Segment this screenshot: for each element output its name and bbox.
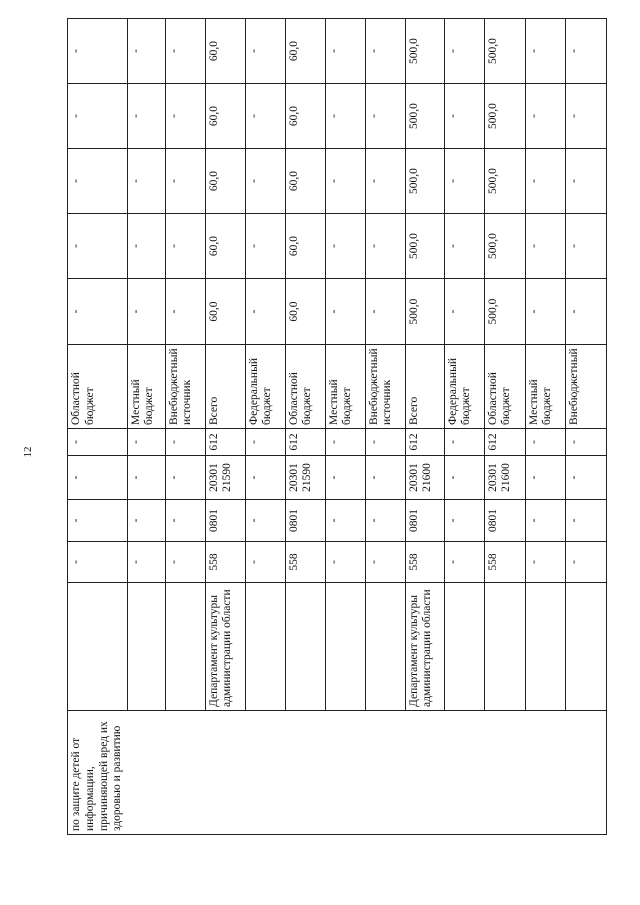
grbs-code-cell: 558 [484, 542, 525, 583]
executor-cell [165, 583, 205, 711]
expense-type-cell: - [68, 429, 128, 456]
year-value-cell: - [565, 19, 606, 84]
target-code-cell: - [165, 456, 205, 500]
year-value-cell: - [245, 19, 285, 84]
year-value-cell: 60,0 [205, 84, 245, 149]
table-row [325, 19, 365, 835]
year-value-cell: - [444, 19, 484, 84]
table-row [205, 19, 245, 835]
executor-cell [365, 583, 405, 711]
grbs-code-cell: - [525, 542, 565, 583]
funding-source-cell: Всего [405, 345, 444, 429]
target-code-cell: - [444, 456, 484, 500]
table-row [245, 19, 285, 835]
expense-type-cell: 612 [205, 429, 245, 456]
funding-source-cell: Внебюджетный источник [365, 345, 405, 429]
year-value-cell: - [165, 19, 205, 84]
expense-type-cell: - [444, 429, 484, 456]
year-value-cell: - [365, 84, 405, 149]
year-value-cell: - [325, 279, 365, 345]
year-value-cell: 60,0 [205, 149, 245, 214]
description-cell [285, 711, 325, 835]
section-code-cell: 0801 [484, 500, 525, 542]
grbs-code-cell: - [68, 542, 128, 583]
table-row [444, 19, 484, 835]
expense-type-cell: 612 [285, 429, 325, 456]
year-value-cell: - [444, 279, 484, 345]
table-row [68, 19, 128, 835]
year-value-cell: - [444, 84, 484, 149]
section-code-cell: - [525, 500, 565, 542]
description-cell [444, 711, 484, 835]
year-value-cell: - [325, 214, 365, 279]
description-cell: по защите детей от информации, причиняющей вред их здоровью и развитию [68, 711, 128, 835]
grbs-code-cell: 558 [285, 542, 325, 583]
section-code-cell: - [365, 500, 405, 542]
description-cell [165, 711, 205, 835]
year-value-cell: - [325, 84, 365, 149]
executor-cell [565, 583, 606, 711]
grbs-code-cell: 558 [205, 542, 245, 583]
description-cell [565, 711, 606, 835]
year-value-cell: - [127, 84, 165, 149]
funding-source-cell: Областной бюджет [285, 345, 325, 429]
year-value-cell: 60,0 [205, 19, 245, 84]
year-value-cell: 500,0 [484, 214, 525, 279]
year-value-cell: - [127, 19, 165, 84]
target-code-cell: - [245, 456, 285, 500]
grbs-code-cell: - [127, 542, 165, 583]
year-value-cell: - [525, 279, 565, 345]
section-code-cell: - [68, 500, 128, 542]
year-value-cell: 500,0 [405, 19, 444, 84]
year-value-cell: - [127, 214, 165, 279]
year-value-cell: - [165, 214, 205, 279]
funding-source-cell: Областной бюджет [484, 345, 525, 429]
year-value-cell: - [365, 214, 405, 279]
description-cell [245, 711, 285, 835]
executor-cell [285, 583, 325, 711]
budget-table-rotated [67, 19, 584, 835]
year-value-cell: - [325, 19, 365, 84]
description-cell [365, 711, 405, 835]
table-row [365, 19, 405, 835]
executor-cell [325, 583, 365, 711]
year-value-cell: 60,0 [285, 84, 325, 149]
year-value-cell: 500,0 [484, 149, 525, 214]
target-code-cell: - [325, 456, 365, 500]
grbs-code-cell: - [325, 542, 365, 583]
executor-cell [127, 583, 165, 711]
description-cell [405, 711, 444, 835]
year-value-cell: 500,0 [405, 84, 444, 149]
year-value-cell: - [245, 279, 285, 345]
table-row [285, 19, 325, 835]
description-cell [127, 711, 165, 835]
expense-type-cell: 612 [484, 429, 525, 456]
executor-cell [484, 583, 525, 711]
executor-cell [68, 583, 128, 711]
description-cell [325, 711, 365, 835]
year-value-cell: - [565, 84, 606, 149]
year-value-cell: 60,0 [285, 279, 325, 345]
year-value-cell: - [245, 84, 285, 149]
year-value-cell: - [525, 214, 565, 279]
expense-type-cell: - [165, 429, 205, 456]
description-cell [205, 711, 245, 835]
executor-cell: Департамент культуры администрации области [205, 583, 245, 711]
year-value-cell: 60,0 [285, 19, 325, 84]
year-value-cell: - [68, 214, 128, 279]
year-value-cell: - [68, 149, 128, 214]
year-value-cell: - [365, 19, 405, 84]
funding-source-cell: Местный бюджет [325, 345, 365, 429]
year-value-cell: 60,0 [285, 149, 325, 214]
year-value-cell: - [68, 279, 128, 345]
target-code-cell: - [127, 456, 165, 500]
funding-source-cell: Внебюджетный [565, 345, 606, 429]
grbs-code-cell: - [444, 542, 484, 583]
expense-type-cell: - [525, 429, 565, 456]
funding-source-cell: Федеральный бюджет [245, 345, 285, 429]
year-value-cell: - [245, 214, 285, 279]
year-value-cell: - [565, 149, 606, 214]
section-code-cell: - [127, 500, 165, 542]
table-row [484, 19, 525, 835]
grbs-code-cell: - [565, 542, 606, 583]
target-code-cell: - [525, 456, 565, 500]
year-value-cell: 500,0 [484, 84, 525, 149]
target-code-cell: 20301 21590 [285, 456, 325, 500]
page-number: 12 [22, 446, 34, 458]
funding-source-cell: Федеральный бюджет [444, 345, 484, 429]
expense-type-cell: - [245, 429, 285, 456]
table-row [127, 19, 165, 835]
section-code-cell: 0801 [205, 500, 245, 542]
table-row [165, 19, 205, 835]
year-value-cell: - [444, 149, 484, 214]
year-value-cell: - [365, 279, 405, 345]
funding-source-cell: Местный бюджет [525, 345, 565, 429]
year-value-cell: - [245, 149, 285, 214]
year-value-cell: - [565, 214, 606, 279]
target-code-cell: - [565, 456, 606, 500]
year-value-cell: 500,0 [405, 149, 444, 214]
section-code-cell: 0801 [285, 500, 325, 542]
description-cell [525, 711, 565, 835]
section-code-cell: - [245, 500, 285, 542]
section-code-cell: 0801 [405, 500, 444, 542]
year-value-cell: - [68, 19, 128, 84]
year-value-cell: - [127, 279, 165, 345]
funding-source-cell: Внебюджетный источник [165, 345, 205, 429]
table-row [565, 19, 606, 835]
expense-type-cell: - [365, 429, 405, 456]
year-value-cell: 500,0 [405, 214, 444, 279]
table-row [405, 19, 444, 835]
table-row [525, 19, 565, 835]
year-value-cell: - [565, 279, 606, 345]
section-code-cell: - [165, 500, 205, 542]
year-value-cell: 500,0 [405, 279, 444, 345]
year-value-cell: - [165, 84, 205, 149]
year-value-cell: 60,0 [205, 214, 245, 279]
section-code-cell: - [444, 500, 484, 542]
funding-source-cell: Всего [205, 345, 245, 429]
year-value-cell: - [525, 149, 565, 214]
budget-table [67, 18, 607, 835]
year-value-cell: 60,0 [205, 279, 245, 345]
year-value-cell: 500,0 [484, 279, 525, 345]
grbs-code-cell: 558 [405, 542, 444, 583]
executor-cell [245, 583, 285, 711]
grbs-code-cell: - [165, 542, 205, 583]
expense-type-cell: - [127, 429, 165, 456]
executor-cell [444, 583, 484, 711]
executor-cell: Департамент культуры администрации области [405, 583, 444, 711]
description-cell [484, 711, 525, 835]
grbs-code-cell: - [245, 542, 285, 583]
section-code-cell: - [565, 500, 606, 542]
expense-type-cell: - [325, 429, 365, 456]
year-value-cell: - [165, 149, 205, 214]
year-value-cell: - [525, 19, 565, 84]
year-value-cell: - [365, 149, 405, 214]
section-code-cell: - [325, 500, 365, 542]
target-code-cell: 20301 21600 [405, 456, 444, 500]
expense-type-cell: - [565, 429, 606, 456]
year-value-cell: - [165, 279, 205, 345]
expense-type-cell: 612 [405, 429, 444, 456]
year-value-cell: - [127, 149, 165, 214]
target-code-cell: - [365, 456, 405, 500]
year-value-cell: 500,0 [484, 19, 525, 84]
year-value-cell: - [525, 84, 565, 149]
year-value-cell: - [325, 149, 365, 214]
target-code-cell: 20301 21590 [205, 456, 245, 500]
executor-cell [525, 583, 565, 711]
funding-source-cell: Местный бюджет [127, 345, 165, 429]
target-code-cell: - [68, 456, 128, 500]
funding-source-cell: Областной бюджет [68, 345, 128, 429]
grbs-code-cell: - [365, 542, 405, 583]
year-value-cell: - [68, 84, 128, 149]
year-value-cell: - [444, 214, 484, 279]
target-code-cell: 20301 21600 [484, 456, 525, 500]
year-value-cell: 60,0 [285, 214, 325, 279]
